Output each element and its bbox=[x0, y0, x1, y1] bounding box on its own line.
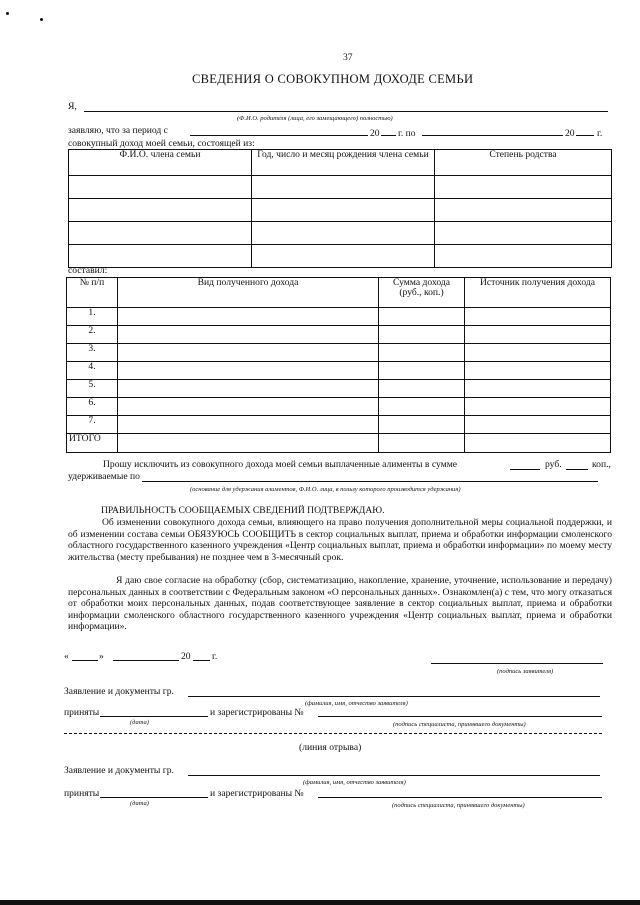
fio-caption: (фамилия, имя, отчество заявителя) bbox=[303, 779, 406, 786]
alimony-basis-label: удерживаемые по bbox=[68, 471, 140, 482]
accepted-date-field[interactable] bbox=[100, 797, 208, 798]
total-amount-cell[interactable] bbox=[379, 434, 465, 453]
income-source-cell[interactable] bbox=[465, 380, 611, 398]
income-amount-cell[interactable] bbox=[379, 308, 465, 326]
date-year-suffix: г. bbox=[212, 651, 218, 662]
receipt-fio-field[interactable] bbox=[188, 696, 600, 697]
date-caption: (дата) bbox=[130, 719, 149, 726]
table-row bbox=[69, 222, 612, 245]
scan-dot bbox=[6, 12, 9, 15]
applicant-name-field[interactable] bbox=[84, 111, 608, 112]
period-to-year-field[interactable] bbox=[576, 135, 594, 136]
row-number: 5. bbox=[67, 380, 118, 398]
period-to-field[interactable] bbox=[422, 135, 563, 136]
scan-edge bbox=[0, 900, 640, 905]
date-month-field[interactable] bbox=[113, 660, 179, 661]
tear-line bbox=[64, 733, 602, 734]
member-birth-cell[interactable] bbox=[252, 199, 435, 222]
confirm-heading: ПРАВИЛЬНОСТЬ СООБЩАЕМЫХ СВЕДЕНИЙ ПОДТВЕРЖДАЮ. bbox=[101, 505, 385, 516]
scan-dot bbox=[40, 18, 43, 21]
income-type-cell[interactable] bbox=[118, 344, 379, 362]
income-intro: совокупный доход моей семьи, состоящей из: bbox=[68, 138, 255, 149]
applicant-signature-field[interactable] bbox=[431, 663, 603, 664]
table-row bbox=[69, 199, 612, 222]
registered-label: и зарегистрированы № bbox=[210, 707, 304, 718]
member-birth-cell[interactable] bbox=[252, 222, 435, 245]
fio-caption: (фамилия, имя, отчество заявителя) bbox=[305, 700, 408, 707]
income-header-source: Источник получения дохода bbox=[465, 278, 611, 308]
member-relation-cell[interactable] bbox=[435, 199, 612, 222]
members-header-relation: Степень родства bbox=[435, 150, 612, 176]
income-amount-cell[interactable] bbox=[379, 380, 465, 398]
applicant-name-caption: (Ф.И.О. родителя (лица, его замещающего) полностью) bbox=[237, 115, 393, 122]
members-header-birth: Год, число и месяц рождения члена семьи bbox=[252, 150, 435, 176]
date-open-quote: « bbox=[64, 651, 69, 662]
docs-label: Заявление и документы гр. bbox=[64, 686, 174, 697]
income-type-cell[interactable] bbox=[118, 362, 379, 380]
table-row bbox=[67, 362, 611, 380]
member-fio-cell[interactable] bbox=[69, 199, 252, 222]
total-label: ИТОГО bbox=[67, 434, 118, 453]
row-number: 7. bbox=[67, 416, 118, 434]
member-relation-cell[interactable] bbox=[435, 176, 612, 199]
member-relation-cell[interactable] bbox=[435, 222, 612, 245]
table-row bbox=[67, 308, 611, 326]
table-row bbox=[69, 245, 612, 268]
income-type-cell[interactable] bbox=[118, 416, 379, 434]
family-members-table bbox=[68, 149, 612, 268]
year-prefix: 20 bbox=[370, 128, 380, 139]
table-row bbox=[67, 380, 611, 398]
income-amount-cell[interactable] bbox=[379, 362, 465, 380]
date-caption: (дата) bbox=[130, 800, 149, 807]
signature-caption: (подпись заявителя) bbox=[497, 668, 554, 675]
table-row bbox=[67, 398, 611, 416]
income-amount-cell[interactable] bbox=[379, 326, 465, 344]
income-amount-cell[interactable] bbox=[379, 344, 465, 362]
total-source-cell[interactable] bbox=[465, 434, 611, 453]
alimony-caption: (основание для удержания алиментов, Ф.И.О. лица, в пользу которого производится удержания) bbox=[190, 486, 461, 493]
row-number: 2. bbox=[67, 326, 118, 344]
table-row bbox=[69, 176, 612, 199]
year-prefix: 20 bbox=[565, 128, 575, 139]
income-source-cell[interactable] bbox=[465, 344, 611, 362]
income-source-cell[interactable] bbox=[465, 398, 611, 416]
specialist-caption: (подпись специалиста, принявшего документы) bbox=[392, 802, 525, 809]
date-year-prefix: 20 bbox=[181, 651, 191, 662]
member-fio-cell[interactable] bbox=[69, 222, 252, 245]
date-close-quote: » bbox=[99, 651, 104, 662]
period-from-year-field[interactable] bbox=[381, 135, 396, 136]
member-birth-cell[interactable] bbox=[252, 245, 435, 268]
period-from-field[interactable] bbox=[190, 135, 368, 136]
year-suffix: г. bbox=[597, 128, 603, 139]
accepted-date-field[interactable] bbox=[100, 716, 208, 717]
accepted-label: приняты bbox=[64, 707, 100, 718]
receipt-fio-field[interactable] bbox=[188, 775, 600, 776]
accepted-label: приняты bbox=[64, 788, 100, 799]
obligation-paragraph: Об изменении совокупного дохода семьи, влияющего на право получения дополнительной меры социальной поддержки, и об изменении состава семьи ОБЯЗУЮСЬ СООБЩИТЬ в сектор социальных выплат, приема и обработки информации смоленского областного государственного казенного учреждения «Центр социальных выплат, приема и обработки информации» по моему месту жительства (месту пребывания) не позднее чем в 3-месячный срок. bbox=[68, 517, 612, 563]
income-type-cell[interactable] bbox=[118, 326, 379, 344]
row-number: 6. bbox=[67, 398, 118, 416]
income-type-cell[interactable] bbox=[118, 398, 379, 416]
alimony-rub-field[interactable] bbox=[510, 469, 540, 470]
member-birth-cell[interactable] bbox=[252, 176, 435, 199]
income-header-type: Вид полученного дохода bbox=[118, 278, 379, 308]
date-day-field[interactable] bbox=[72, 660, 98, 661]
alimony-kop-field[interactable] bbox=[566, 469, 588, 470]
tear-line-label: (линия отрыва) bbox=[299, 742, 362, 753]
income-table bbox=[66, 277, 611, 453]
row-number: 3. bbox=[67, 344, 118, 362]
member-relation-cell[interactable] bbox=[435, 245, 612, 268]
docs-label: Заявление и документы гр. bbox=[64, 765, 174, 776]
period-label: заявляю, что за период с bbox=[68, 125, 168, 136]
date-year-field[interactable] bbox=[193, 660, 210, 661]
table-row bbox=[67, 416, 611, 434]
total-row bbox=[67, 434, 611, 453]
specialist-caption: (подпись специалиста, принявшего документы) bbox=[393, 721, 526, 728]
registration-number-field[interactable] bbox=[318, 797, 602, 798]
alimony-text: Прошу исключить из совокупного дохода моей семьи выплаченные алименты в сумме bbox=[103, 459, 458, 470]
members-header-fio: Ф.И.О. члена семьи bbox=[69, 150, 252, 176]
income-type-cell[interactable] bbox=[118, 308, 379, 326]
table-row bbox=[67, 326, 611, 344]
income-amount-cell[interactable] bbox=[379, 416, 465, 434]
page-title: СВЕДЕНИЯ О СОВОКУПНОМ ДОХОДЕ СЕМЬИ bbox=[192, 72, 474, 86]
kop-label: коп., bbox=[592, 459, 611, 470]
registered-label: и зарегистрированы № bbox=[210, 788, 304, 799]
income-type-cell[interactable] bbox=[118, 380, 379, 398]
income-source-cell[interactable] bbox=[465, 326, 611, 344]
table-row bbox=[67, 344, 611, 362]
row-number: 4. bbox=[67, 362, 118, 380]
alimony-basis-field[interactable] bbox=[142, 481, 598, 482]
ya-label: Я, bbox=[68, 101, 77, 112]
registration-number-field[interactable] bbox=[318, 716, 602, 717]
income-amount-cell[interactable] bbox=[379, 398, 465, 416]
income-source-cell[interactable] bbox=[465, 416, 611, 434]
period-to-label: г. по bbox=[398, 128, 416, 139]
total-type-cell[interactable] bbox=[118, 434, 379, 453]
consent-paragraph: Я даю свое согласие на обработку (сбор, систематизацию, накопление, хранение, уточнение, использование и передачу) персональных данных в соответствии с Федеральным законом «О персональных данных». Ознакомлен(а) с тем, что могу отказаться от обработки моих персональных данных, подав соответствующее заявление в сектор социальных выплат, приема и обработки информации смоленского областного государственного казенного учреждения «Центр социальных выплат, приема и обработки информации». bbox=[68, 575, 612, 632]
income-source-cell[interactable] bbox=[465, 362, 611, 380]
income-header-number: № п/п bbox=[67, 278, 118, 308]
row-number: 1. bbox=[67, 308, 118, 326]
income-header-amount: Сумма дохода (руб., коп.) bbox=[379, 278, 465, 308]
sostavil-label: составил: bbox=[68, 265, 108, 276]
member-fio-cell[interactable] bbox=[69, 176, 252, 199]
page-number: 37 bbox=[343, 52, 353, 63]
rub-label: руб. bbox=[545, 459, 562, 470]
income-source-cell[interactable] bbox=[465, 308, 611, 326]
